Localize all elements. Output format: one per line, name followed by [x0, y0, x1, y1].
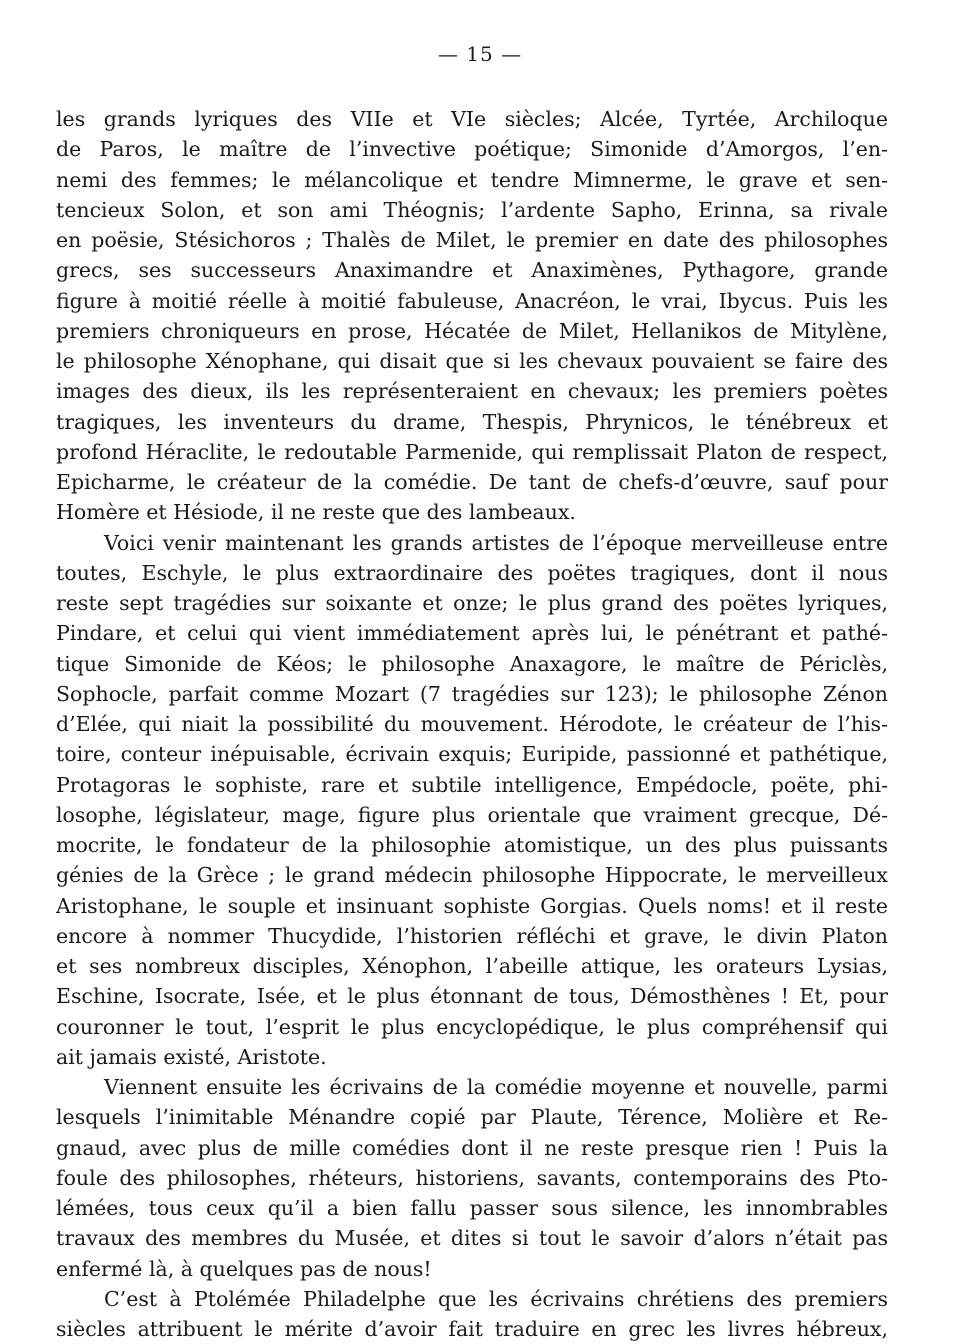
text-line: toutes, Eschyle, le plus extraordinaire des poëtes tragiques, dont il nous: [56, 560, 888, 585]
text-line: gnaud, avec plus de mille comédies dont il ne reste presque rien ! Puis la: [56, 1135, 888, 1160]
body-text: [56, 104, 888, 1344]
text-line: Pindare, et celui qui vient immédiatement après lui, le pénétrant et pathé-: [56, 621, 888, 646]
text-line: d’Elée, qui niait la possibilité du mouvement. Hérodote, le créateur de l’his-: [56, 712, 888, 736]
text-line: Aristophane, le souple et insinuant sophiste Gorgias. Quels noms! et il reste: [56, 893, 888, 918]
text-line: nemi des femmes; le mélancolique et tendre Mimnerme, le grave et sen-: [56, 167, 888, 192]
text-line: et ses nombreux disciples, Xénophon, l’abeille attique, les orateurs Lysias,: [56, 954, 888, 978]
text-line: Protagoras le sophiste, rare et subtile intelligence, Empédocle, poëte, phi-: [56, 772, 888, 797]
text-line: Epicharme, le créateur de la comédie. De tant de chefs-d’œuvre, sauf pour: [56, 470, 888, 494]
text-line: encore à nommer Thucydide, l’historien réfléchi et grave, le divin Platon: [56, 923, 888, 948]
text-line: reste sept tragédies sur soixante et onze; le plus grand des poëtes lyriques,: [56, 591, 888, 615]
text-line: siècles attribuent le mérite d’avoir fait traduire en grec les livres hébreux,: [56, 1317, 888, 1341]
text-line: tencieux Solon, et son ami Théognis; l’ardente Sapho, Erinna, sa rivale: [56, 197, 888, 222]
text-line: lesquels l’inimitable Ménandre copié par Plaute, Térence, Molière et Re-: [56, 1105, 888, 1130]
text-line: premiers chroniqueurs en prose, Hécatée de Milet, Hellanikos de Mitylène,: [56, 318, 888, 343]
text-line: mocrite, le fondateur de la philosophie atomistique, un des plus puissants: [56, 833, 888, 857]
text-line: profond Héraclite, le redoutable Parmenide, qui remplissait Platon de respect,: [56, 439, 888, 464]
text-line: le philosophe Xénophane, qui disait que si les chevaux pouvaient se faire des: [56, 349, 888, 373]
text-line: Eschine, Isocrate, Isée, et le plus étonnant de tous, Démosthènes ! Et, pour: [56, 984, 888, 1009]
page-number: — 15 —: [437, 42, 523, 66]
text-line: Sophocle, parfait comme Mozart (7 tragédies sur 123); le philosophe Zénon: [56, 681, 888, 706]
text-line: grecs, ses successeurs Anaximandre et Anaximènes, Pythagore, grande: [56, 258, 888, 283]
text-line: en poësie, Stésichoros ; Thalès de Milet, le premier en date des philosophes: [56, 228, 888, 252]
text-line: enfermé là, à quelques pas de nous!: [56, 1256, 432, 1281]
text-line: ait jamais existé, Aristote.: [56, 1044, 327, 1069]
text-line: couronner le tout, l’esprit le plus encyclopédique, le plus compréhensif qui: [56, 1014, 888, 1039]
text-line: figure à moitié réelle à moitié fabuleuse, Anacréon, le vrai, Ibycus. Puis les: [56, 288, 888, 313]
text-line: génies de la Grèce ; le grand médecin philosophe Hippocrate, le merveilleux: [56, 863, 888, 888]
text-line: foule des philosophes, rhéteurs, historiens, savants, contemporains des Pto-: [56, 1165, 888, 1190]
text-line: tique Simonide de Kéos; le philosophe Anaxagore, le maître de Périclès,: [56, 651, 888, 676]
text-line: de Paros, le maître de l’invective poétique; Simonide d’Amorgos, l’en-: [56, 137, 888, 162]
text-line: C’est à Ptolémée Philadelphe que les écrivains chrétiens des premiers: [104, 1286, 888, 1311]
text-line: losophe, législateur, mage, figure plus orientale que vraiment grecque, Dé-: [56, 802, 888, 827]
text-line: les grands lyriques des VIIe et VIe siècles; Alcée, Tyrtée, Archiloque: [56, 107, 888, 131]
text-line: travaux des membres du Musée, et dites si tout le savoir d’alors n’était pas: [56, 1226, 888, 1251]
text-line: Homère et Hésiode, il ne reste que des lambeaux.: [56, 500, 576, 525]
text-line: toire, conteur inépuisable, écrivain exquis; Euripide, passionné et pathétique,: [56, 742, 888, 767]
text-line: Voici venir maintenant les grands artistes de l’époque merveilleuse entre: [104, 530, 888, 555]
text-line: lémées, tous ceux qu’il a bien fallu passer sous silence, les innombrables: [56, 1196, 888, 1220]
text-line: Viennent ensuite les écrivains de la comédie moyenne et nouvelle, parmi: [104, 1075, 888, 1099]
text-line: tragiques, les inventeurs du drame, Thespis, Phrynicos, le ténébreux et: [56, 409, 888, 434]
text-line: images des dieux, ils les représenteraient en chevaux; les premiers poètes: [56, 379, 888, 404]
